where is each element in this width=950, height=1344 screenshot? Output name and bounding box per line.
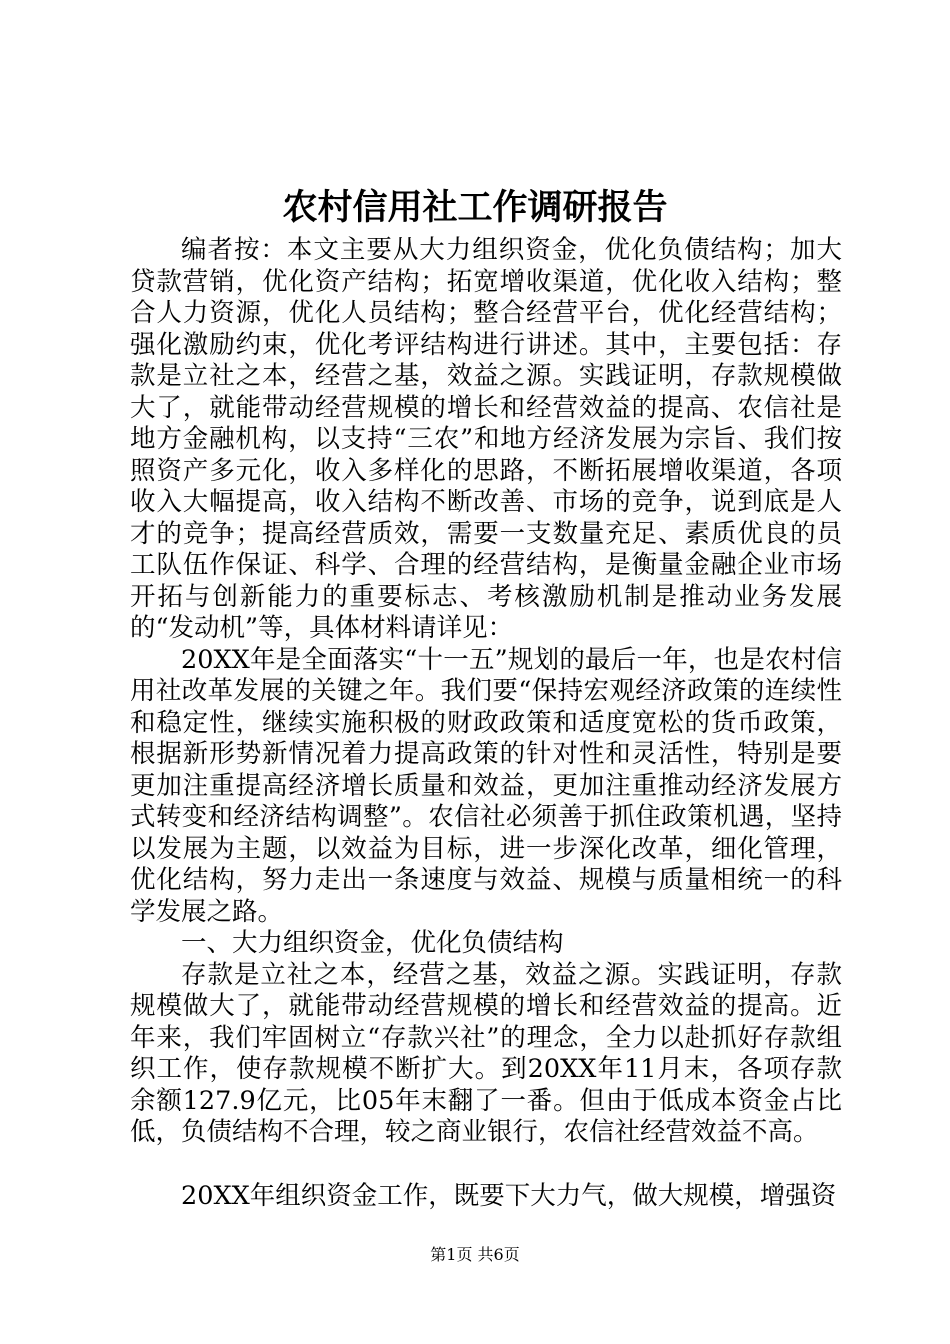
page-footer: 第1页 共6页 (430, 1245, 520, 1264)
continued-paragraph: 20XX年组织资金工作，既要下大力气，做大规模，增强资 (181, 1180, 837, 1211)
intro-paragraph: 20XX年是全面落实“十一五”规划的最后一年，也是农村信用社改革发展的关键之年。我们要“保持宏观经济政策的连续性和稳定性，继续实施积极的财政政策和适度宽松的货币政策，根据新形势新情况着力提高政策的针对性和灵活性，特别是要更加注重提高经济增长质量和效益，更加注重推动经济发展方式转变和经济结构调整”。农信社必须善于抓住政策机遇，坚持以发展为主题，以效益为目标，进一步深化改革，细化管理，优化结构，努力走出一条速度与效益、规模与质量相统一的科学发展之路。 (130, 644, 842, 927)
editor-note-paragraph: 编者按：本文主要从大力组织资金，优化负债结构；加大贷款营销，优化资产结构；拓宽增收渠道，优化收入结构；整合人力资源，优化人员结构；整合经营平台，优化经营结构；强化激励约束，优化考评结构进行讲述。其中，主要包括：存款是立社之本，经营之基，效益之源。实践证明，存款规模做大了，就能带动经营规模的增长和经营效益的提高、农信社是地方金融机构，以支持“三农”和地方经济发展为宗旨、我们按照资产多元化，收入多样化的思路，不断拓展增收渠道，各项收入大幅提高，收入结构不断改善、市场的竞争，说到底是人才的竞争；提高经营质效，需要一支数量充足、素质优良的员工队伍作保证、科学、合理的经营结构，是衡量金融企业市场开拓与创新能力的重要标志、考核激励机制是推动业务发展的“发动机”等，具体材料请详见： (130, 235, 842, 643)
section-heading: 一、大力组织资金，优化负债结构 (181, 928, 564, 958)
document-title: 农村信用社工作调研报告 (282, 188, 668, 228)
section-paragraph: 存款是立社之本，经营之基，效益之源。实践证明，存款规模做大了，就能带动经营规模的增长和经营效益的提高。近年来，我们牢固树立“存款兴社”的理念，全力以赴抓好存款组织工作，使存款规模不断扩大。到20XX年11月末，各项存款余额127.9亿元，比05年末翻了一番。但由于低成本资金占比低，负债结构不合理，较之商业银行，农信社经营效益不高。 (130, 959, 842, 1147)
document-body (130, 235, 842, 1212)
